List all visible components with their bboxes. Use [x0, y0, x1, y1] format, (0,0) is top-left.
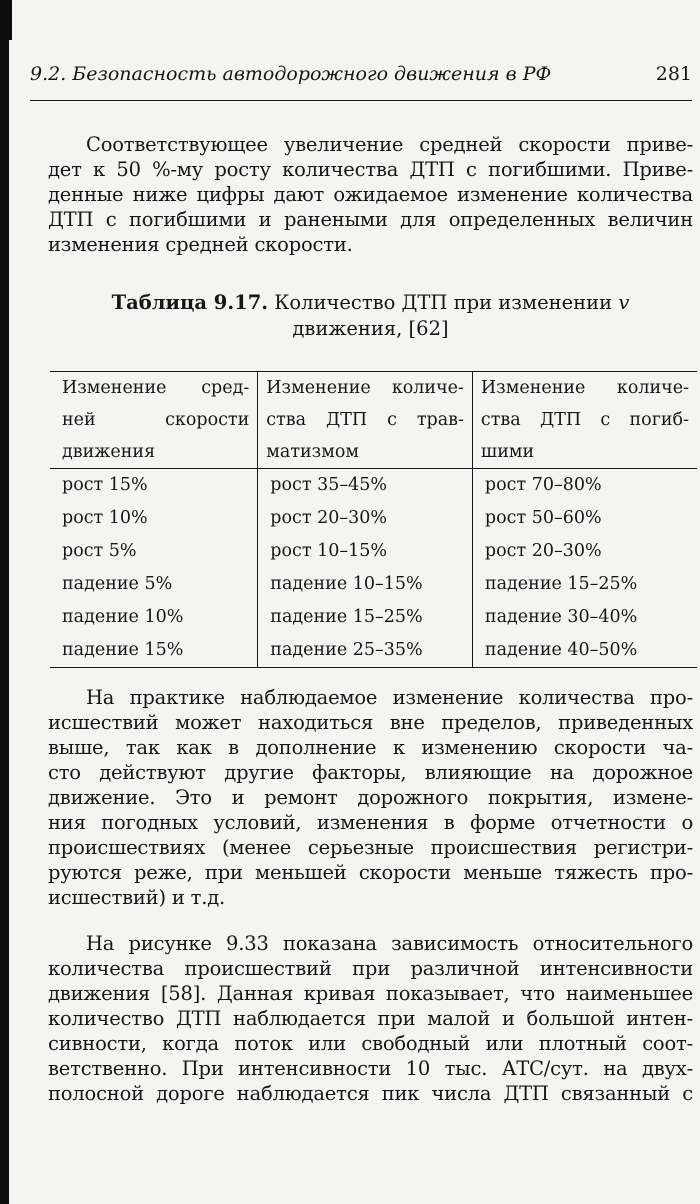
paragraph-line: денные ниже цифры дают ожидаемое изменение количества [48, 183, 693, 206]
table-caption-text: Количество ДТП при изменении [274, 291, 613, 314]
paragraph-line: количества происшествий при различной интенсивности [48, 957, 693, 980]
paragraph-line: выше, так как в дополнение к изменению скорости ча- [48, 736, 693, 759]
paragraph-line: сто действуют другие факторы, влияющие на дорожное [48, 761, 693, 784]
header-cell-speed: Изменение сред- ней скорости движения [50, 372, 258, 469]
header-rule [30, 100, 692, 101]
table-cell: рост 20–30% [258, 502, 473, 535]
table-caption-label: Таблица 9.17. [111, 291, 269, 314]
speed-change-table [50, 371, 697, 668]
paragraph-line: дет к 50 %-му росту количества ДТП с погибшими. Приве- [48, 158, 693, 181]
table-caption [48, 290, 693, 342]
header-cell-fatalities: Изменение количе- ства ДТП с погиб- шими [472, 372, 697, 469]
table-cell: рост 15% [50, 469, 258, 503]
table-cell: рост 10% [50, 502, 258, 535]
paragraph-line: сивности, когда поток или свободный или плотный соот- [48, 1032, 693, 1055]
running-header-title: 9.2. Безопасность автодорожного движения в РФ [30, 63, 552, 85]
table-caption-line-2: движения, [62] [292, 317, 449, 340]
table-cell: рост 20–30% [484, 541, 602, 561]
table-cell: рост 35–45% [258, 469, 473, 503]
table-cell: падение 30–40% [484, 607, 638, 627]
table-row [50, 601, 697, 634]
paragraph-practice [48, 685, 693, 910]
header-cell-injuries: Изменение количе- ства ДТП с трав- матизмом [258, 372, 473, 469]
table-row [50, 535, 697, 568]
table-row [50, 469, 697, 503]
paragraph-line: руются реже, при меньшей скорости меньше тяжесть про- [48, 861, 693, 884]
table-row [50, 634, 697, 668]
table-caption-line-1 [48, 290, 693, 316]
table-cell: падение 25–35% [258, 634, 473, 668]
table-caption-variable: v [618, 291, 630, 314]
paragraph-line: исшествий) и т.д. [48, 886, 226, 909]
table-cell: рост 70–80% [484, 475, 602, 495]
paragraph-line: На рисунке 9.33 показана зависимость относительного [86, 932, 693, 955]
table-cell: падение 15% [50, 634, 258, 668]
paragraph-line: Соответствующее увеличение средней скорости приве- [86, 133, 693, 156]
page-number: 281 [655, 63, 692, 85]
table-header-row [50, 372, 697, 469]
paragraph-line: ветственно. При интенсивности 10 тыс. АТС/сут. на двух- [48, 1057, 693, 1080]
paragraph-line: происшествиях (менее серьезные происшествия регистри- [48, 836, 693, 859]
table-cell: падение 10% [50, 601, 258, 634]
table-cell: рост 50–60% [484, 508, 602, 528]
paragraph-line: На практике наблюдаемое изменение количества про- [86, 686, 693, 709]
table-cell: падение 10–15% [258, 568, 473, 601]
table-cell: падение 15–25% [484, 574, 638, 594]
table-cell: падение 5% [50, 568, 258, 601]
paragraph-intro [48, 132, 693, 257]
paragraph-line: полосной дороге наблюдается пик числа ДТП связанный с [48, 1082, 693, 1105]
paragraph-line: движения [58]. Данная кривая показывает, что наименьшее [48, 982, 693, 1005]
paragraph-line: исшествий может находиться вне пределов, приведенных [48, 711, 693, 734]
paragraph-line: движение. Это и ремонт дорожного покрытия, измене- [48, 786, 693, 809]
table-cell: падение 40–50% [472, 634, 697, 668]
table-row [50, 568, 697, 601]
paragraph-line: количество ДТП наблюдается при малой и большой интен- [48, 1007, 693, 1030]
paragraph-line: изменения средней скорости. [48, 233, 353, 256]
table-cell: рост 5% [50, 535, 258, 568]
table-cell: рост 10–15% [258, 535, 473, 568]
paragraph-figure-reference [48, 931, 693, 1106]
paragraph-line: ния погодных условий, изменения в форме отчетности о [48, 811, 693, 834]
paragraph-line: ДТП с погибшими и ранеными для определенных величин [48, 208, 693, 231]
table-cell: падение 15–25% [258, 601, 473, 634]
table-row [50, 502, 697, 535]
